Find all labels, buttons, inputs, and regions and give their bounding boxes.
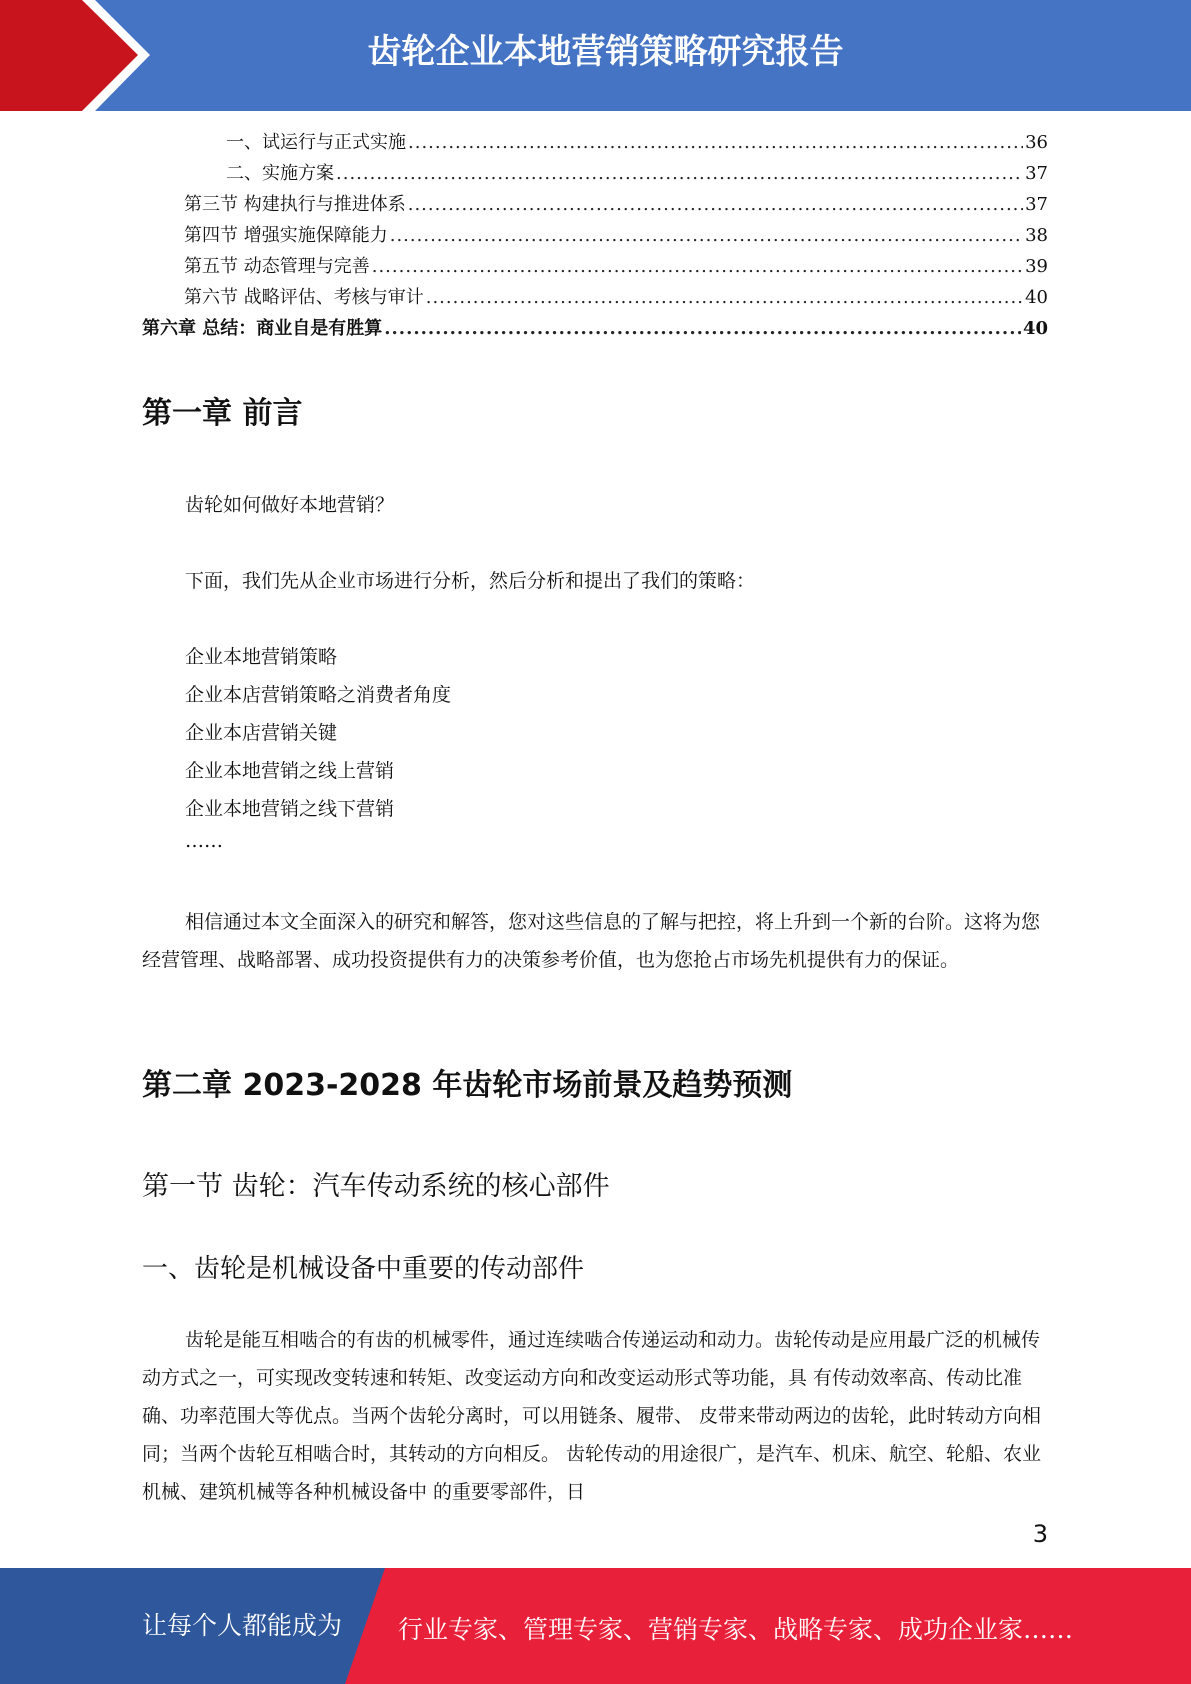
- toc-entry[interactable]: [142, 283, 1048, 314]
- toc-entry[interactable]: [142, 252, 1048, 283]
- page-number: 3: [1032, 1520, 1048, 1548]
- toc-entry-label: 二、实施方案: [226, 163, 334, 184]
- table-of-contents: [142, 128, 1048, 345]
- strategy-list-item: 企业本店营销策略之消费者角度: [185, 684, 452, 706]
- toc-entry[interactable]: [142, 314, 1048, 345]
- chapter2-title: 第二章 2023-2028 年齿轮市场前景及趋势预测: [142, 1068, 793, 1103]
- toc-leader-dots: [408, 194, 1023, 215]
- chapter1-question: 齿轮如何做好本地营销？: [185, 494, 395, 516]
- strategy-list-ellipsis: ……: [185, 830, 223, 852]
- toc-entry-page: 40: [1022, 318, 1048, 339]
- toc-entry[interactable]: [142, 190, 1048, 221]
- toc-entry-label: 第六节 战略评估、考核与审计: [184, 287, 424, 308]
- toc-entry-page: 37: [1025, 163, 1048, 184]
- section1-title: 第一节 齿轮：汽车传动系统的核心部件: [142, 1171, 610, 1202]
- page-footer: [0, 1568, 1191, 1684]
- toc-leader-dots: [384, 318, 1021, 339]
- toc-leader-dots: [336, 163, 1023, 184]
- chapter1-intro: 下面，我们先从企业市场进行分析，然后分析和提出了我们的策略：: [185, 570, 756, 592]
- toc-entry-page: 36: [1025, 132, 1048, 153]
- toc-entry[interactable]: [142, 159, 1048, 190]
- toc-leader-dots: [372, 256, 1023, 277]
- toc-leader-dots: [390, 225, 1023, 246]
- toc-entry-label: 第六章 总结：商业自是有胜算: [142, 318, 383, 339]
- toc-entry-page: 38: [1025, 225, 1048, 246]
- chapter2-paragraph: 齿轮是能互相啮合的有齿的机械零件，通过连续啮合传递运动和动力。齿轮传动是应用最广泛的机械传动方式之一，可实现改变转速和转矩、改变运动方向和改变运动形式等功能，具 有传动效率高、传动比准确、功率范围大等优点。当两个齿轮分离时，可以用链条、履带、 皮带来带动两边的齿轮，此时转动方向相同；当两个齿轮互相啮合时，其转动的方向相反。 齿轮传动的用途很广，是汽车、机床、航空、轮船、农业机械、建筑机械等各种机械设备中 的重要零部件，日: [142, 1329, 1042, 1503]
- strategy-list-item: 企业本地营销策略: [185, 646, 338, 668]
- strategy-list-item: 企业本地营销之线上营销: [185, 760, 395, 782]
- footer-slogan-right: 行业专家、管理专家、营销专家、战略专家、成功企业家……: [398, 1615, 1074, 1644]
- toc-leader-dots: [426, 287, 1023, 308]
- footer-slogan-left: 让每个人都能成为: [142, 1611, 343, 1640]
- toc-entry-label: 第五节 动态管理与完善: [184, 256, 370, 277]
- toc-entry[interactable]: [142, 221, 1048, 252]
- header-title: 齿轮企业本地营销策略研究报告: [367, 32, 844, 72]
- strategy-list-item: 企业本店营销关键: [185, 722, 338, 744]
- toc-entry-label: 一、试运行与正式实施: [226, 132, 406, 153]
- page-header: [0, 0, 1191, 111]
- chapter1-paragraph: 相信通过本文全面深入的研究和解答，您对这些信息的了解与把控，将上升到一个新的台阶。这将为您经营管理、战略部署、成功投资提供有力的决策参考价值，也为您抢占市场先机提供有力的保证。: [142, 911, 1041, 971]
- chapter1-title: 第一章 前言: [142, 396, 303, 431]
- toc-entry-page: 40: [1025, 287, 1048, 308]
- toc-entry-page: 37: [1025, 194, 1048, 215]
- toc-entry[interactable]: [142, 128, 1048, 159]
- toc-entry-label: 第四节 增强实施保障能力: [184, 225, 388, 246]
- toc-leader-dots: [408, 132, 1023, 153]
- toc-entry-page: 39: [1025, 256, 1048, 277]
- strategy-list-item: 企业本地营销之线下营销: [185, 798, 395, 820]
- toc-entry-label: 第三节 构建执行与推进体系: [184, 194, 406, 215]
- subsection1-title: 一、齿轮是机械设备中重要的传动部件: [142, 1254, 585, 1284]
